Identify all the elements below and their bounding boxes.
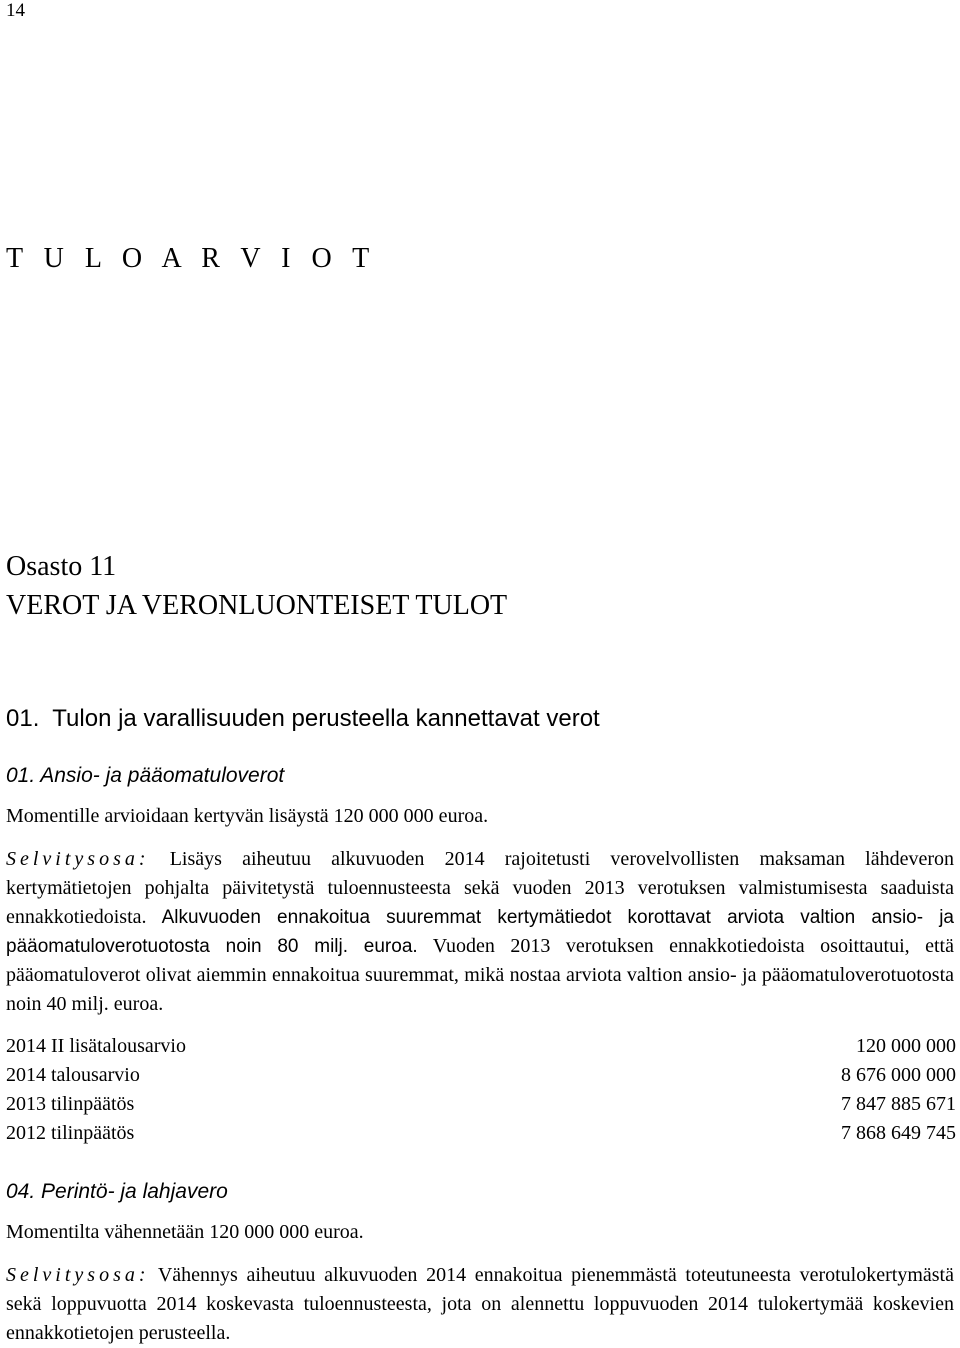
item-explanation-01 bbox=[6, 845, 954, 1019]
row-label: 2014 II lisätalousarvio bbox=[6, 1035, 186, 1057]
table-row bbox=[6, 1064, 956, 1093]
table-row bbox=[6, 1093, 956, 1122]
row-amount: 120 000 000 bbox=[856, 1035, 956, 1057]
row-label: 2013 tilinpäätös bbox=[6, 1093, 135, 1115]
explanation-text: Lisäys aiheutuu alkuvuoden 2014 rajoitetusti verovelvollisten maksaman lähdeveron kertymätietojen pohjalta päivitetystä tuloennusteesta sekä vuoden 2013 verotuksen valmistumisesta saaduista ennakkotiedoista. bbox=[6, 848, 954, 928]
row-amount: 7 847 885 671 bbox=[841, 1093, 956, 1115]
table-row bbox=[6, 1122, 956, 1151]
table-row bbox=[6, 1035, 956, 1064]
explanation-text: Vähennys aiheutuu alkuvuoden 2014 ennakoitua pienemmästä toteutuneesta verotulokertymästä sekä loppuvuotta 2014 koskevasta tuloennusteesta, jota on alennettu loppuvuoden 2014 tulokertymää koskevien ennakkotietojen perusteella. bbox=[6, 1264, 954, 1344]
row-label: 2014 talousarvio bbox=[6, 1064, 140, 1086]
item-explanation-04 bbox=[6, 1261, 954, 1348]
row-amount: 8 676 000 000 bbox=[841, 1064, 956, 1086]
explanation-label: Selvitysosa: bbox=[6, 1264, 150, 1286]
item-estimate-01: Momentille arvioidaan kertyvän lisäystä 120 000 000 euroa. bbox=[6, 805, 489, 827]
page-number: 14 bbox=[6, 0, 25, 21]
explanation-text: Vuoden 2013 verotuksen ennakkotiedoista osoittautui, että pääomatuloverot olivat aiemmin ennakoitua suuremmat, mikä nostaa arviota valtion ansio- ja pääomatuloverotuotosta noin 40 milj. euroa. bbox=[6, 935, 954, 1015]
section-title: VEROT JA VERONLUONTEISET TULOT bbox=[6, 590, 508, 621]
explanation-text: Alkuvuoden ennakoitua suuremmat kertymätiedot korottavat arviota valtion ansio- ja pääomatuloverotuotosta noin 80 milj. euroa. bbox=[6, 907, 954, 957]
row-label: 2012 tilinpäätös bbox=[6, 1122, 135, 1144]
item-heading-01: 01. Ansio- ja pääomatuloverot bbox=[6, 764, 285, 787]
explanation-label: Selvitysosa: bbox=[6, 848, 150, 870]
main-title: T U L O A R V I O T bbox=[6, 243, 374, 274]
row-amount: 7 868 649 745 bbox=[841, 1122, 956, 1144]
chapter-heading bbox=[6, 705, 600, 733]
budget-table bbox=[6, 1035, 956, 1151]
chapter-number: 01. bbox=[6, 705, 40, 732]
chapter-title: Tulon ja varallisuuden perusteella kannettavat verot bbox=[52, 705, 600, 732]
section-number: Osasto 11 bbox=[6, 551, 117, 582]
item-estimate-04: Momentilta vähennetään 120 000 000 euroa. bbox=[6, 1221, 364, 1243]
item-heading-04: 04. Perintö- ja lahjavero bbox=[6, 1180, 228, 1203]
